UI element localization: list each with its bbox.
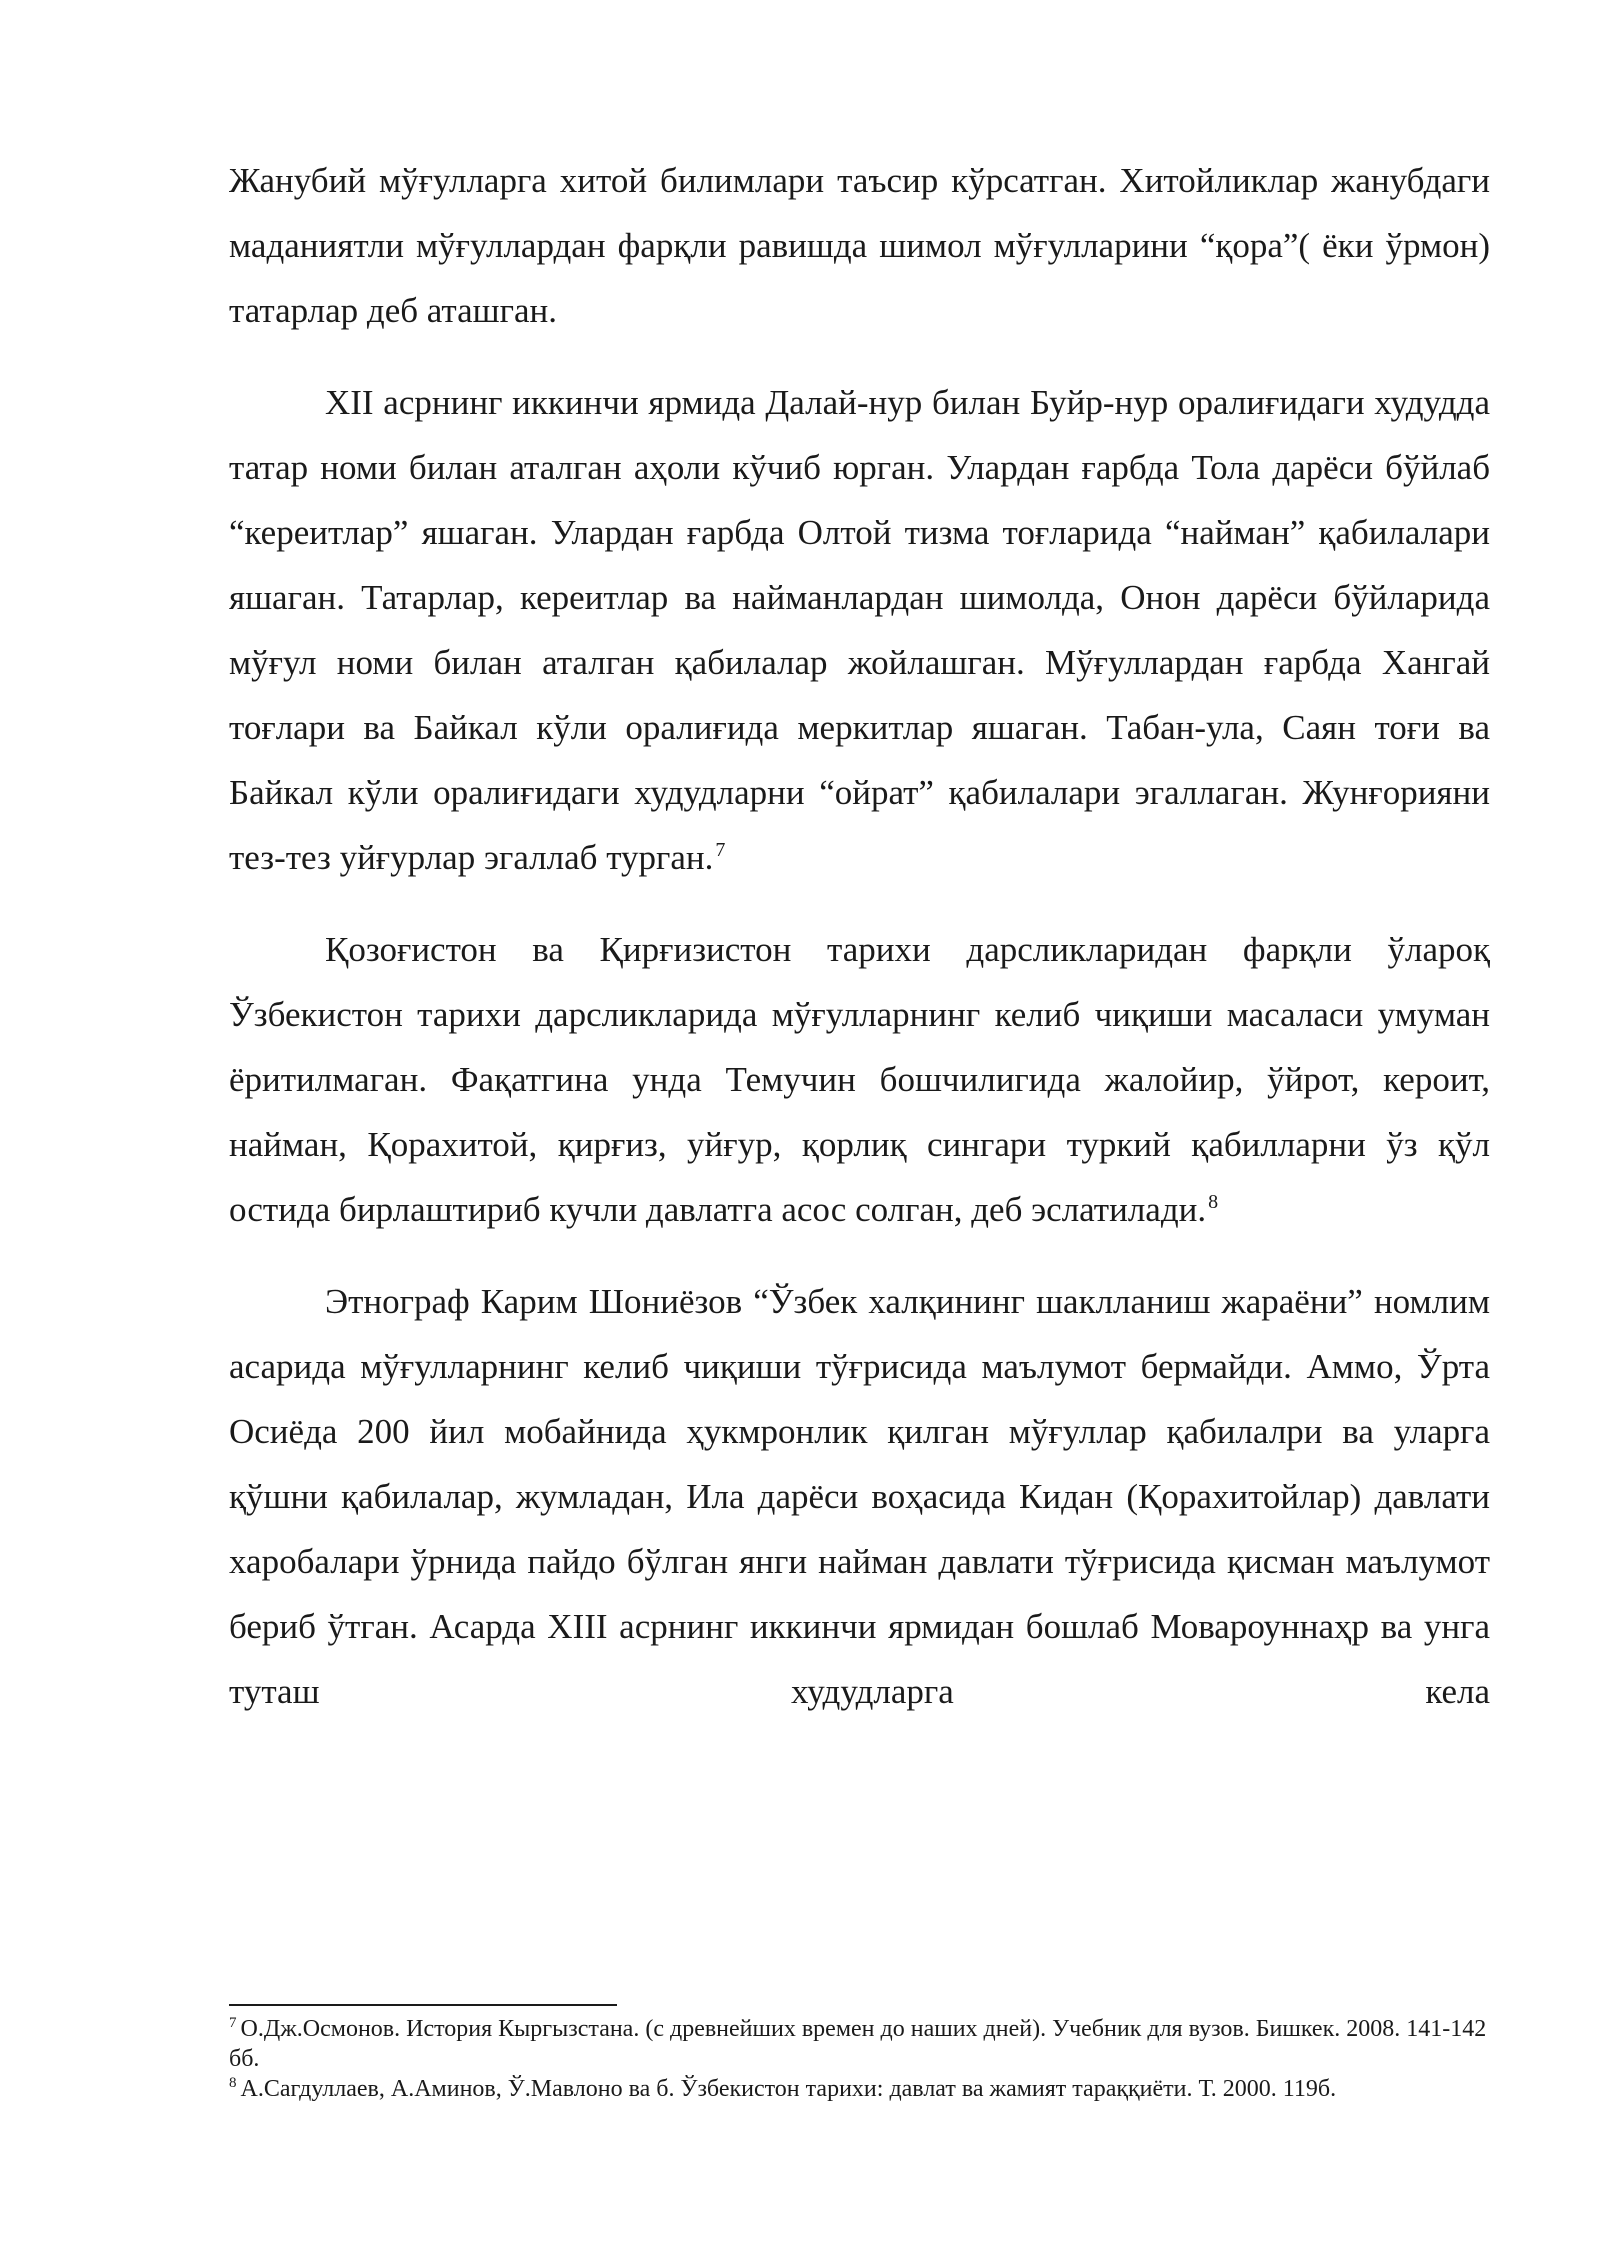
- paragraph-3-text: Қозоғистон ва Қирғизистон тарихи дарсликларидан фарқли ўлароқ Ўзбекистон тарихи дарсликларида мўғулларнинг келиб чиқиши масаласи умуман ёритилмаган. Фақатгина унда Темучин бошчилигида жалойир, ўйрот, кероит, найман, Қорахитой, қирғиз, уйғур, қорлиқ сингари туркий қабилларни ўз қўл остида бирлаштириб кучли давлатга асос солган, деб эслатилади.: [229, 930, 1490, 1229]
- paragraph-1: [229, 148, 1490, 343]
- footnote-ref-7[interactable]: 7: [715, 839, 726, 862]
- footnote-8-text: А.Сагдуллаев, А.Аминов, Ў.Мавлоно ва б. Ўзбекистон тарихи: давлат ва жамият тараққиёти. Т. 2000. 119б.: [240, 2076, 1337, 2102]
- paragraph-3: [229, 917, 1490, 1242]
- paragraph-4: [229, 1269, 1490, 1724]
- footnote-7-number: 7: [229, 2015, 237, 2031]
- paragraph-2-text: XII асрнинг иккинчи ярмида Далай-нур билан Буйр-нур оралиғидаги худудда татар номи билан аталган аҳоли кўчиб юрган. Улардан ғарбда Тола дарёси бўйлаб “кереитлар” яшаган. Улардан ғарбда Олтой тизма тоғларида “найман” қабилалари яшаган. Татарлар, кереитлар ва найманлардан шимолда, Онон дарёси бўйларида мўғул номи билан аталган қабилалар жойлашган. Мўғуллардан ғарбда Хангай тоғлари ва Байкал кўли оралиғида меркитлар яшаган. Табан-ула, Саян тоғи ва Байкал кўли оралиғидаги худудларни “ойрат” қабилалари эгаллаган. Жунғорияни тез-тез уйғурлар эгаллаб турган.: [229, 383, 1490, 877]
- document-body: [229, 148, 1490, 1724]
- footnote-8: [229, 2074, 1490, 2104]
- footnote-8-number: 8: [229, 2075, 237, 2091]
- footnote-separator: [229, 2004, 617, 2006]
- footnote-7: [229, 2014, 1490, 2074]
- paragraph-1-text: Жанубий мўғулларга хитой билимлари таъсир кўрсатган. Хитойликлар жанубдаги маданиятли мўғуллардан фарқли равишда шимол мўғулларини “қора”( ёки ўрмон) татарлар деб аташган.: [229, 161, 1490, 330]
- footnote-7-text: О.Дж.Осмонов. История Кыргызстана. (с древнейших времен до наших дней). Учебник для вузов. Бишкек. 2008. 141-142 бб.: [229, 2016, 1487, 2072]
- paragraph-2: [229, 370, 1490, 890]
- footnotes-section: [229, 2004, 1490, 2104]
- paragraph-4-text: Этнограф Карим Шониёзов “Ўзбек халқининг шаклланиш жараёни” номлим асарида мўғулларнинг келиб чиқиши тўғрисида маълумот бермайди. Аммо, Ўрта Осиёда 200 йил мобайнида ҳукмронлик қилган мўғуллар қабилалри ва уларга қўшни қабилалар, жумладан, Ила дарёси воҳасида Кидан (Қорахитойлар) давлати харобалари ўрнида пайдо бўлган янги найман давлати тўғрисида қисман маълумот бериб ўтган. Асарда XIII асрнинг иккинчи ярмидан бошлаб Мовароуннаҳр ва унга туташ худудларга кела: [229, 1282, 1490, 1711]
- footnote-ref-8[interactable]: 8: [1208, 1191, 1219, 1214]
